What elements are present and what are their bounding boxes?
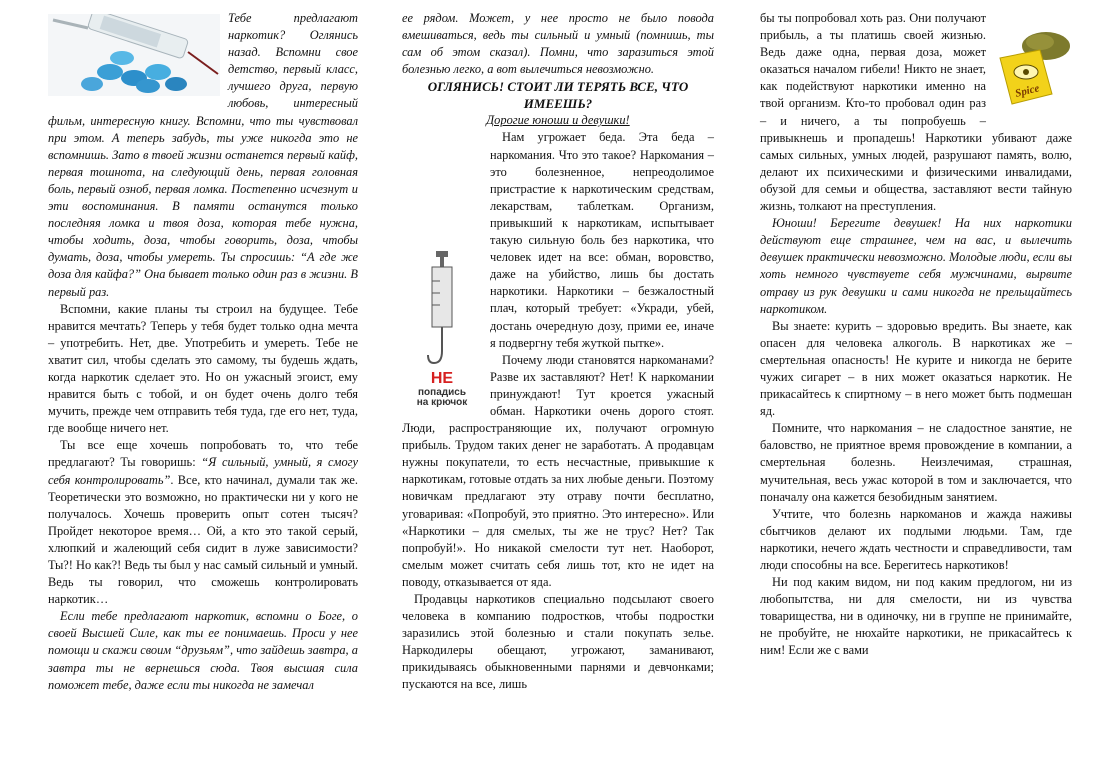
spice-package-image: [994, 28, 1072, 110]
paragraph: [402, 129, 714, 408]
paragraph: Ни под каким видом, ни под каким предлогом, ни из любопытства, ни для смелости, ни из чувства товарищества, ни в одиночку, ни в группе не принимайте, не пробуйте, не нюхайте наркотики, не прикасайтесь к ним! Если же с вами: [760, 575, 1072, 658]
section-subheading: Дорогие юноши и девушки!: [486, 113, 630, 128]
column-3: [760, 10, 1072, 660]
paragraph: Почему люди становятся наркоманами? Разве их заставляют? Нет! К наркомании принуждают! Тут кроется ужасный обман. Наркотики очень дорого стоят. Люди, распространяющие их, получают огромную прибыль. Трудом таких денег не заработать. А продавцам нужны покупатели, то есть несчастные, привыкшие к наркотикам, готовые отдать за них любые деньги. Поэтому новичкам предлагают эту отраву почти бесплатно, уговаривая: «Попробуй, это приятно. Это интересно». Или «Наркотики – для смелых, ты же не трус? Нет? Так попробуй!». Но никакой смелости тут нет. Наоборот, смелым может считать себя лишь тот, кто не идет на поводу, отказывается от яда.: [402, 352, 714, 589]
paragraph: Вспомни, какие планы ты строил на будущее. Тебе нравится мечтать? Теперь у тебя будет только одна мечта – употребить. Нет, две. Употребить и умереть. Тебе не хватит сил, чтобы сделать это самому, ты будешь ждать, когда наркотик сделает это. Но он ужасный эгоист, ему нравится быть с тобой, и он будет очень долго тебя мучить, прежде чем отправить тебя туда, где его нет, туда, где вообще ничего нет.: [48, 301, 358, 436]
paragraph: [48, 437, 358, 608]
paragraph: Продавцы наркотиков специально подсылают своего человека в компанию подростков, чтобы подростки заразились этой болезнью и стали покупать зелье. Наркодилеры обещают, угрожают, заманивают, прикидываясь обыкновенными парнями и девчонками; пускаются на все, лишь: [402, 592, 714, 692]
quote: “Я сильный, умный, я смогу себя контролировать”: [48, 455, 358, 487]
package-label: Spice: [1013, 82, 1041, 100]
paragraph: Вы знаете: курить – здоровью вредить. Вы знаете, как опасен для человека алкоголь. В наркотиках же – смертельная опасность! Не курите и никогда не берите чужих сигарет – в них может оказаться наркотик. Не прикасайтесь к спиртному – в него может быть подмешан яд.: [760, 318, 1072, 419]
paragraph: Юноши! Берегите девушек! На них наркотики действуют еще страшнее, чем на вас, и вылечить девушек практически невозможно. Молодые люди, если вы хоть немного чувствуете себя мужчинами, вырвите отраву из рук девушки и сами никогда не прельщайтесь наркотиком.: [760, 216, 1072, 316]
paragraph: ее рядом. Может, у нее просто не было повода вмешиваться, ведь ты сильный и умный (помнишь, ты сам об этом сказал). Помни, что заразиться этой болезнью легко, а вот вылечиться невозможно.: [402, 11, 714, 77]
text-span: Ты все еще хочешь попробовать то, что тебе предлагают? Ты говоришь:: [48, 438, 358, 470]
paragraph: Учтите, что болезнь наркоманов и жажда наживы сбытчиков делают их подлыми людьми. Там, где наркотики, нечего ждать честности и справедливости, там люди способны на все. Берегитесь наркотиков!: [760, 506, 1072, 572]
section-heading: ОГЛЯНИСЬ! СТОИТ ЛИ ТЕРЯТЬ ВСЕ, ЧТО ИМЕЕШЬ?: [427, 79, 689, 112]
text-span: Нам угрожает беда. Эта беда – наркомания. Что это такое? Наркомания – это болезненное, непреодолимое пристрастие к наркотическим средствам, лекарствам, таблеткам. Организм, привыкший к наркотикам, испытывает такую сильную боль без наркотика, что человек идет на все: обман, воровство, даже на убийство, лишь бы достать наркотики. Наркотики – безжалостный плач, который требует: «Укради, убей, достань очередную дозу, прими ее, иначе я подвергну тебя жуткой пытке».: [490, 130, 714, 350]
text-span: . Все, кто начинал, думали так же. Теоретически это возможно, но практически ни у кого не получалось. Хочешь проверить опыт сотен тысяч? Пройдет некоторое время… Ой, а кто это такой серый, хлюпкий и жалеющий себя сидит в луже зависимости? Ты?! Но как?! Ведь ты был у нас самый сильный и умный. Ведь ты говорил, что сможешь контролировать наркотик…: [48, 472, 358, 607]
paragraph: бы ты попробовал хоть раз. Они получают прибыль, а ты платишь своей жизнью. Ведь даже одна, первая доза, может оказаться началом гибели! Никто не знает, как подействуют наркотики именно на твой организм. Кто-то пробовал один раз – и ничего, а ты попробуешь – привыкнешь и пропадешь! Наркотики убивают даже самых сильных, умных людей, разрушают память, волю, делают их психическими и физическими инвалидами, обузой для семьи и общества, заставляют вести тайную жизнь, толкают на преступления.: [760, 11, 1072, 214]
column-1: [48, 10, 358, 694]
paragraph: Тебе предлагают наркотик? Оглянись назад. Вспомни свое детство, первый класс, лучшего друга, первую любовь, интересный фильм, интересную книгу. Вспомни, что ты чувствовал при этом. А теперь забудь, ты уже никогда это не вспомнишь. Зато в твоей жизни останется первый кайф, первая тошнота, на следующий день, первая головная боль, первый озноб, первая ломка. Постепенно исчезнут и эти воспоминания. В памяти останутся только последняя ломка и твоя доза, которая тебе нужна, чтобы ходить, доза, чтобы говорить, доза, чтобы думать, доза, чтобы умереть. Ты спросишь: “А где же доза для кайфа?” Она бывает только один раз в жизни. В первый раз.: [48, 11, 358, 299]
poster-line: на крючок: [416, 397, 468, 408]
poster-line: попадись: [418, 387, 466, 399]
column-2: [402, 10, 714, 694]
paragraph: Помните, что наркомания – не сладостное занятие, не баловство, не приятное время провождение в компании, а смертельная болезнь. Неизлечимая, страшная, мучительная, весь ужас которой в том и заключается, что поначалу она кажется безобидным занятием.: [760, 421, 1072, 504]
syringe-pills-image: [48, 14, 220, 96]
syringe-hook-poster: [402, 247, 482, 407]
poster-title: НЕ: [430, 370, 454, 388]
paragraph: Если тебе предлагают наркотик, вспомни о Боге, о своей Высшей Силе, как ты ее понимаешь. Проси у нее помощи и скажи своим “друзьям”, что зайдешь завтра, а завтра ты не вернешься сюда. Твоя высшая сила поможет тебе, даже если ты никогда не замечал: [48, 609, 358, 692]
